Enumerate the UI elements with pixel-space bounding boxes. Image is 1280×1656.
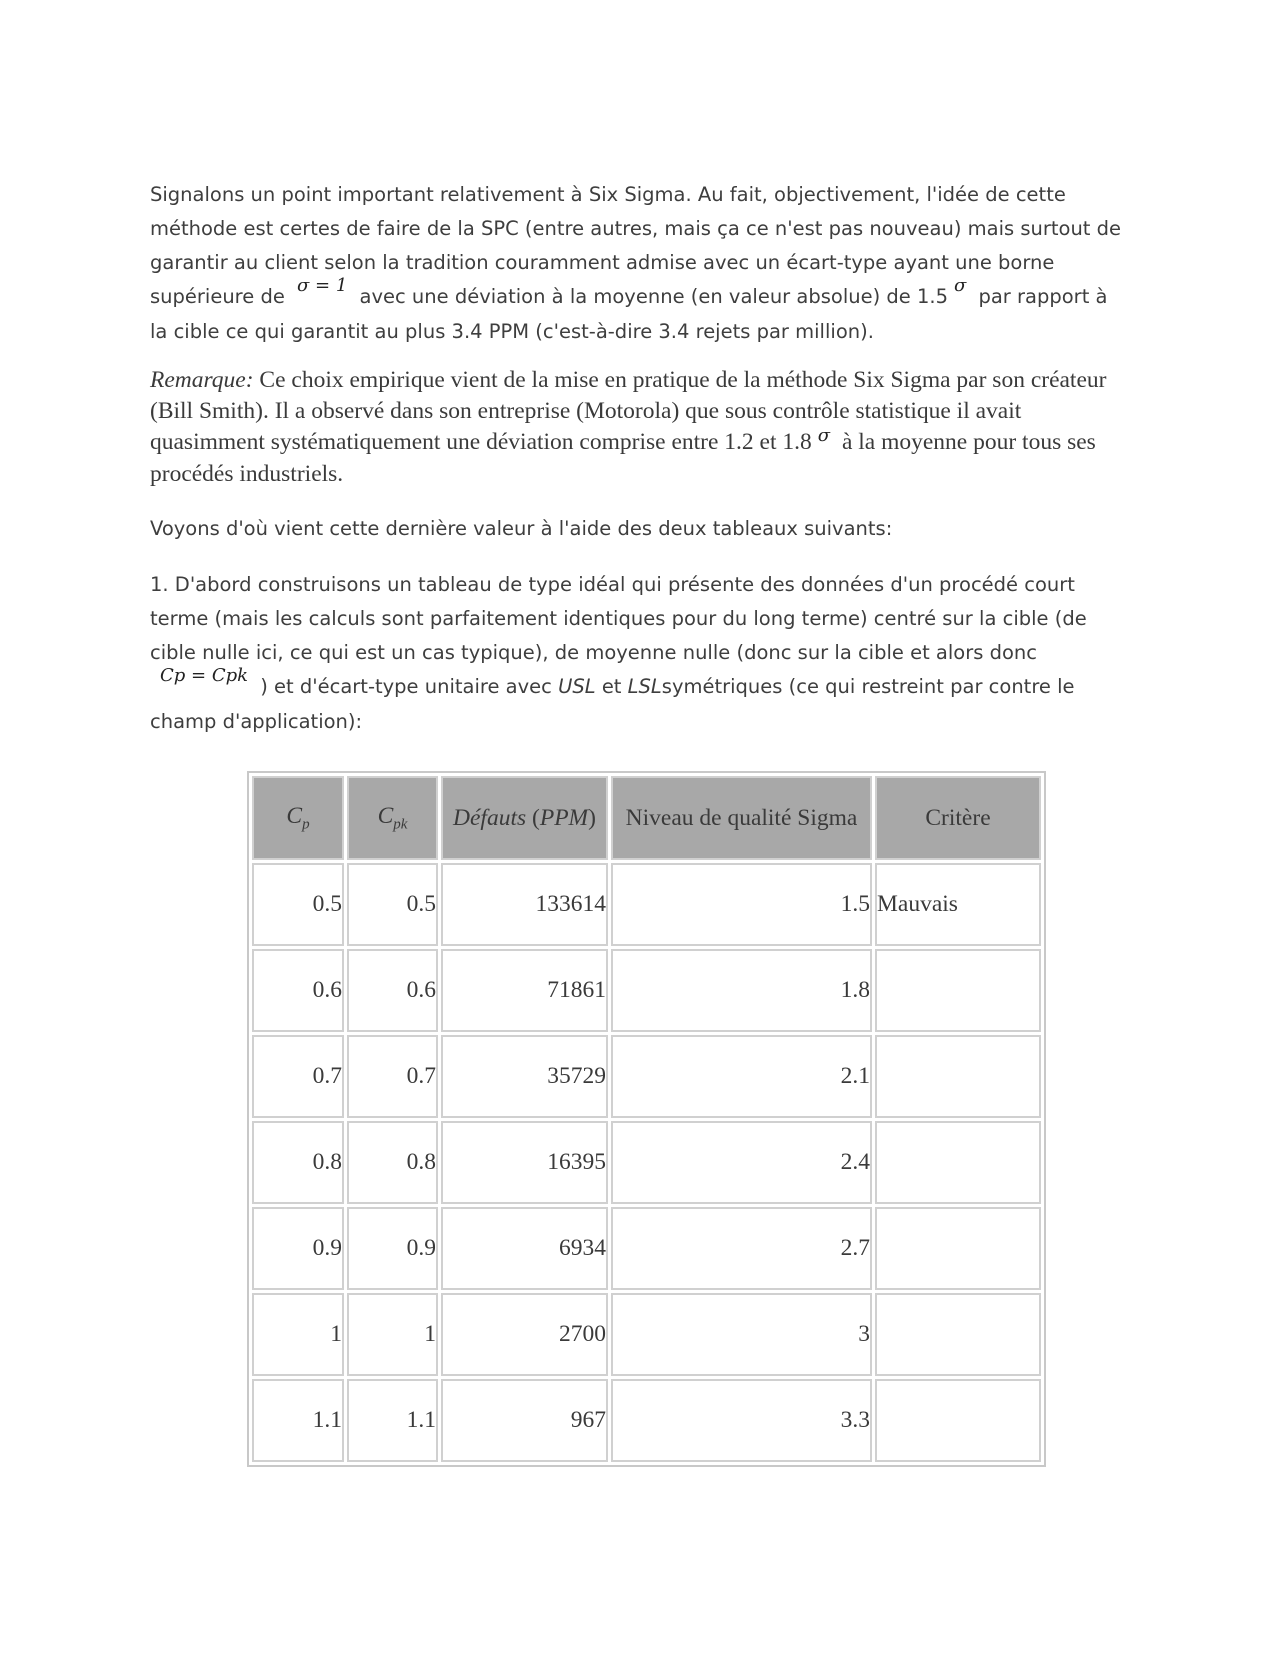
cell-cp: 0.7 bbox=[252, 1035, 344, 1118]
cell-defauts: 2700 bbox=[441, 1293, 608, 1376]
cell-sigma-level: 2.1 bbox=[611, 1035, 872, 1118]
math-sigma: σ bbox=[817, 425, 831, 446]
math-cp-equals-cpk: Cp = Cpk bbox=[160, 665, 249, 686]
header-cp: $C_p$ bbox=[252, 776, 344, 860]
cell-defauts: 133614 bbox=[441, 863, 608, 946]
cell-defauts: 35729 bbox=[441, 1035, 608, 1118]
cell-critere bbox=[875, 949, 1041, 1032]
cell-cpk: 0.7 bbox=[347, 1035, 438, 1118]
text: Signalons un point important relativement à Six Sigma. Au fait, objectivement, l'idée de cette méthode est certes de faire de la SPC (entre autres, mais ça ce n'est pas nouveau) mais surtout de garantir au client selon la tradition couramment admise avec un écart-type ayant une borne supérieure de bbox=[150, 183, 1122, 308]
math-sigma: σ bbox=[953, 275, 967, 296]
cell-cp: 1 bbox=[252, 1293, 344, 1376]
cell-critere bbox=[875, 1035, 1041, 1118]
cell-cp: 0.9 bbox=[252, 1207, 344, 1290]
table-row bbox=[252, 863, 1041, 946]
text: Ce choix empirique vient de la mise en pratique de la méthode Six Sigma par son créateur (Bill Smith). Il a observé dans son entreprise (Motorola) que sous contrôle statistique il avait quasimment systématiquement une déviation comprise entre 1.2 et 1.8 bbox=[150, 367, 1107, 455]
table-row bbox=[252, 1121, 1041, 1204]
cell-critere bbox=[875, 1121, 1041, 1204]
cell-cp: 0.6 bbox=[252, 949, 344, 1032]
cell-defauts: 6934 bbox=[441, 1207, 608, 1290]
table-row bbox=[252, 1035, 1041, 1118]
cell-sigma-level: 2.4 bbox=[611, 1121, 872, 1204]
cell-cpk: 0.5 bbox=[347, 863, 438, 946]
paragraph-remarque bbox=[150, 365, 1130, 490]
sigma-table-container bbox=[247, 771, 1046, 1467]
text: symétriques (ce qui restreint par contre le champ d'application): bbox=[150, 675, 1075, 733]
cell-sigma-level: 3.3 bbox=[611, 1379, 872, 1462]
cell-defauts: 16395 bbox=[441, 1121, 608, 1204]
cell-critere bbox=[875, 1293, 1041, 1376]
table-row bbox=[252, 1293, 1041, 1376]
header-niveau-sigma: Niveau de qualité Sigma bbox=[611, 776, 872, 860]
text: ) et d'écart-type unitaire avec bbox=[260, 675, 552, 698]
cell-cpk: 1 bbox=[347, 1293, 438, 1376]
paragraph-voyons: Voyons d'où vient cette dernière valeur à l'aide des deux tableaux suivants: bbox=[150, 517, 893, 540]
header-critere: Critère bbox=[875, 776, 1041, 860]
cell-cp: 0.5 bbox=[252, 863, 344, 946]
text: à la moyenne pour tous ses procédés industriels. bbox=[150, 429, 1096, 487]
table-row bbox=[252, 1207, 1041, 1290]
cell-cp: 1.1 bbox=[252, 1379, 344, 1462]
paragraph-six-sigma-intro bbox=[150, 178, 1130, 349]
cell-cp: 0.8 bbox=[252, 1121, 344, 1204]
table-row bbox=[252, 949, 1041, 1032]
cell-cpk: 0.9 bbox=[347, 1207, 438, 1290]
remarque-label: Remarque: bbox=[150, 367, 254, 393]
table-header-row bbox=[252, 776, 1041, 860]
cell-critere: Mauvais bbox=[875, 863, 1041, 946]
cell-sigma-level: 2.7 bbox=[611, 1207, 872, 1290]
cell-sigma-level: 1.8 bbox=[611, 949, 872, 1032]
text: et bbox=[601, 675, 622, 698]
cell-defauts: 967 bbox=[441, 1379, 608, 1462]
sigma-quality-table bbox=[247, 771, 1046, 1467]
cell-defauts: 71861 bbox=[441, 949, 608, 1032]
text: 1. D'abord construisons un tableau de type idéal qui présente des données d'un procédé court terme (mais les calculs sont parfaitement identiques pour du long terme) centré sur la cible (de cible nulle ici, ce qui est un cas typique), de moyenne nulle (donc sur la cible et alors donc bbox=[150, 573, 1087, 664]
cell-critere bbox=[875, 1379, 1041, 1462]
cell-cpk: 1.1 bbox=[347, 1379, 438, 1462]
cell-sigma-level: 3 bbox=[611, 1293, 872, 1376]
document-body bbox=[150, 178, 1130, 739]
cell-cpk: 0.6 bbox=[347, 949, 438, 1032]
text: avec une déviation à la moyenne (en valeur absolue) de 1.5 bbox=[359, 285, 948, 308]
paragraph-tableau-ideal bbox=[150, 568, 1130, 739]
table-row bbox=[252, 1379, 1041, 1462]
usl-term: USL bbox=[558, 675, 596, 698]
math-sigma-equals-one: σ = 1 bbox=[297, 275, 348, 296]
header-defauts: Défauts (PPM) bbox=[441, 776, 608, 860]
lsl-term: LSL bbox=[627, 675, 662, 698]
cell-critere bbox=[875, 1207, 1041, 1290]
cell-sigma-level: 1.5 bbox=[611, 863, 872, 946]
cell-cpk: 0.8 bbox=[347, 1121, 438, 1204]
text: par rapport à la cible ce qui garantit au plus 3.4 PPM (c'est-à-dire 3.4 rejets par million). bbox=[150, 285, 1108, 343]
header-cpk: $C_{pk}$ bbox=[347, 776, 438, 860]
